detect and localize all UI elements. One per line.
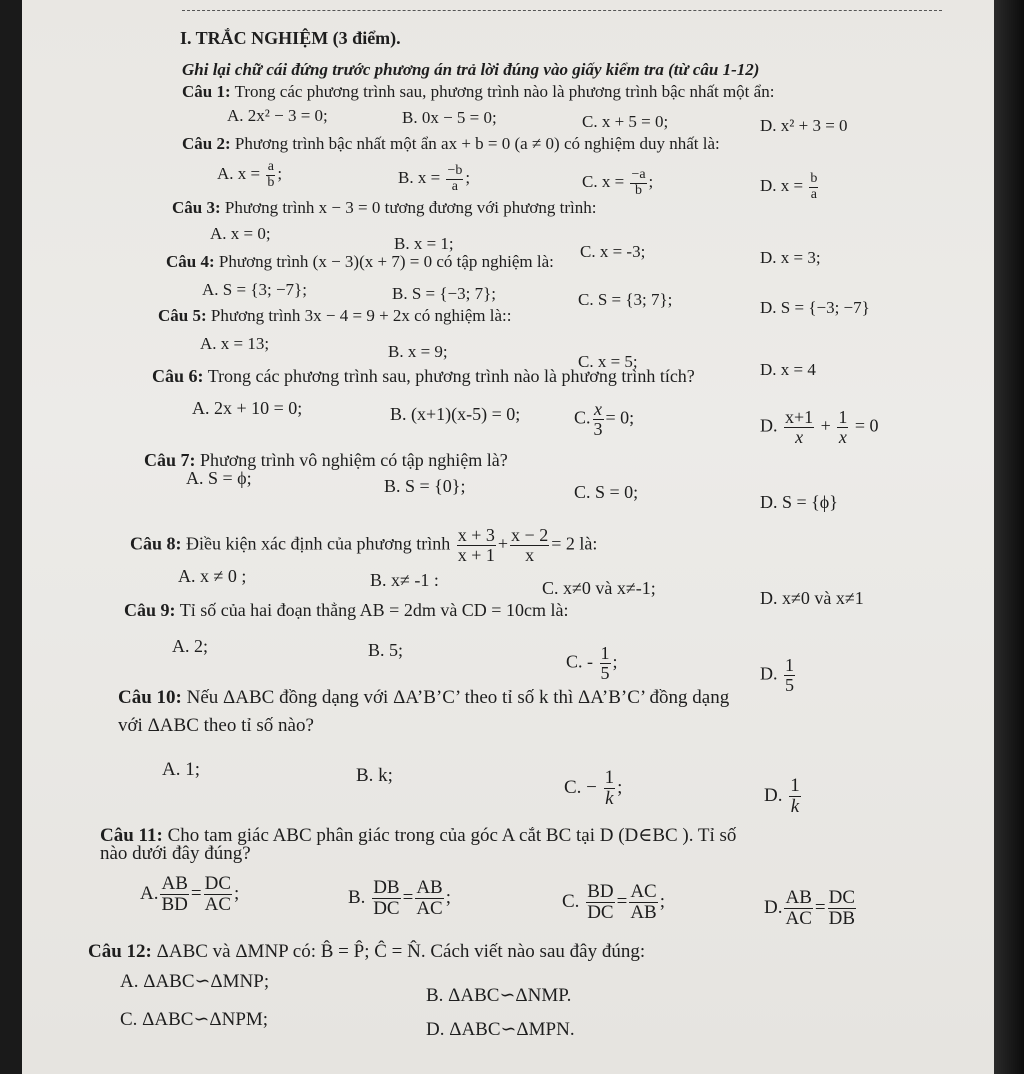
q10-option-c: C. − $\frac{1}{k}$ ; bbox=[564, 767, 623, 809]
question-label: Câu 10: bbox=[118, 687, 182, 708]
q5-option-b: B. x = 9; bbox=[388, 342, 448, 361]
question-9: Câu 9: Tỉ số của hai đoạn thẳng AB = 2dm và CD = 10cm là: bbox=[124, 600, 569, 620]
q1-option-b: B. 0x − 5 = 0; bbox=[402, 108, 497, 127]
q12-option-d: D. ΔABC∽ΔMPN. bbox=[426, 1019, 575, 1040]
question-label: Câu 3: bbox=[172, 198, 221, 217]
question-7: Câu 7: Phương trình vô nghiệm có tập nghiệm là? bbox=[144, 450, 508, 470]
q7-option-d: D. S = {ϕ} bbox=[760, 492, 838, 512]
q4-option-d: D. S = {−3; −7} bbox=[760, 298, 870, 317]
question-8: Câu 8: Điều kiện xác định của phương trình $\frac{x + 3}{x + 1}$ + $\frac{x - 2}{x}$ = 2 là: bbox=[130, 525, 598, 565]
q6-option-a: A. 2x + 10 = 0; bbox=[192, 398, 303, 418]
question-3: Câu 3: Phương trình x − 3 = 0 tương đương với phương trình: bbox=[172, 198, 597, 217]
question-6: Câu 6: Trong các phương trình sau, phương trình nào là phương trình tích? bbox=[152, 366, 695, 386]
q7-option-a: A. S = ϕ; bbox=[186, 468, 252, 488]
q8-option-c: C. x≠0 và x≠-1; bbox=[542, 578, 656, 598]
q1-option-a: A. 2x² − 3 = 0; bbox=[227, 106, 328, 125]
question-label: Câu 5: bbox=[158, 306, 207, 325]
q9-option-c: C. - $\frac{1}{5}$ ; bbox=[566, 643, 618, 683]
q8-option-d: D. x≠0 và x≠1 bbox=[760, 588, 864, 608]
q2-option-d: D. x = $\frac{b}{a}$ bbox=[760, 171, 818, 202]
instruction-text: Ghi lại chữ cái đứng trước phương án trả lời đúng vào giấy kiểm tra (từ câu 1-12) bbox=[182, 60, 760, 79]
question-10-line2: với ΔABC theo tỉ số nào? bbox=[118, 715, 314, 736]
q4-option-b: B. S = {−3; 7}; bbox=[392, 284, 496, 303]
q6-option-b: B. (x+1)(x-5) = 0; bbox=[390, 404, 521, 424]
q11-option-c: C. $\frac{BD}{DC}$ = $\frac{AC}{AB}$ ; bbox=[562, 881, 665, 923]
q3-option-d: D. x = 3; bbox=[760, 248, 821, 267]
question-2: Câu 2: Phương trình bậc nhất một ẩn ax + b = 0 (a ≠ 0) có nghiệm duy nhất là: bbox=[182, 134, 720, 153]
q9-option-b: B. 5; bbox=[368, 640, 404, 660]
q10-option-b: B. k; bbox=[356, 765, 393, 786]
q2-option-b: B. x = $\frac{-b}{a}$ ; bbox=[398, 163, 471, 194]
q6-option-d: D. $\frac{x+1}{x}$ + $\frac{1}{x}$ = 0 bbox=[760, 407, 879, 447]
q8-option-b: B. x≠ -1 : bbox=[370, 570, 439, 590]
question-11-line2: nào dưới đây đúng? bbox=[100, 843, 251, 864]
question-label: Câu 8: bbox=[130, 533, 182, 554]
q8-option-a: A. x ≠ 0 ; bbox=[178, 566, 247, 586]
q9-option-a: A. 2; bbox=[172, 636, 208, 656]
q2-option-a: A. x = $\frac{a}{b}$ ; bbox=[217, 159, 283, 190]
q2-option-c: C. x = $\frac{-a}{b}$ ; bbox=[582, 167, 654, 198]
question-label: Câu 12: bbox=[88, 941, 152, 962]
q7-option-b: B. S = {0}; bbox=[384, 476, 466, 496]
q1-option-d: D. x² + 3 = 0 bbox=[760, 116, 848, 135]
q5-option-d: D. x = 4 bbox=[760, 360, 816, 379]
question-label: Câu 1: bbox=[182, 82, 231, 101]
q3-option-b: B. x = 1; bbox=[394, 234, 454, 253]
question-11: Câu 11: Cho tam giác ABC phân giác trong của góc A cắt BC tại D (D∈BC ). Tỉ số bbox=[100, 825, 737, 846]
q10-option-d: D. $\frac{1}{k}$ bbox=[764, 775, 800, 817]
question-10: Câu 10: Nếu ΔABC đồng dạng với ΔA’B’C’ theo tỉ số k thì ΔA’B’C’ đồng dạng bbox=[118, 687, 730, 708]
photo-dark-edge bbox=[994, 0, 1024, 1074]
question-label: Câu 11: bbox=[100, 825, 163, 846]
question-label: Câu 7: bbox=[144, 450, 196, 470]
top-dashed-divider bbox=[182, 10, 942, 11]
q7-option-c: C. S = 0; bbox=[574, 482, 639, 502]
q5-option-c: C. x = 5; bbox=[578, 352, 638, 371]
question-label: Câu 2: bbox=[182, 134, 231, 153]
q5-option-a: A. x = 13; bbox=[200, 334, 270, 353]
question-4: Câu 4: Phương trình (x − 3)(x + 7) = 0 có tập nghiệm là: bbox=[166, 252, 554, 271]
q12-option-a: A. ΔABC∽ΔMNP; bbox=[120, 971, 270, 992]
q12-option-b: B. ΔABC∽ΔNMP. bbox=[426, 985, 572, 1006]
question-label: Câu 9: bbox=[124, 600, 176, 620]
q1-option-c: C. x + 5 = 0; bbox=[582, 112, 669, 131]
question-label: Câu 6: bbox=[152, 366, 204, 386]
q10-option-a: A. 1; bbox=[162, 759, 200, 780]
q6-option-c: C. $\frac{x}{3}$ = 0; bbox=[574, 399, 635, 439]
question-label: Câu 4: bbox=[166, 252, 215, 271]
q4-option-c: C. S = {3; 7}; bbox=[578, 290, 673, 309]
q3-option-c: C. x = -3; bbox=[580, 242, 646, 261]
q4-option-a: A. S = {3; −7}; bbox=[202, 280, 307, 299]
q3-option-a: A. x = 0; bbox=[210, 224, 271, 243]
question-12: Câu 12: ΔABC và ΔMNP có: B̂ = P̂; Ĉ = N̂. Cách viết nào sau đây đúng: bbox=[88, 941, 646, 962]
exam-paper bbox=[22, 0, 994, 1074]
q11-option-b: B. $\frac{DB}{DC}$ = $\frac{AB}{AC}$ ; bbox=[348, 877, 451, 919]
q9-option-d: D. $\frac{1}{5}$ bbox=[760, 655, 794, 695]
question-1: Câu 1: Trong các phương trình sau, phương trình nào là phương trình bậc nhất một ẩn: bbox=[182, 82, 775, 101]
q11-option-a: A. $\frac{AB}{BD}$ = $\frac{DC}{AC}$ ; bbox=[140, 873, 240, 915]
q11-option-d: D. $\frac{AB}{AC}$ = $\frac{DC}{DB}$ bbox=[764, 887, 856, 929]
q12-option-c: C. ΔABC∽ΔNPM; bbox=[120, 1009, 269, 1030]
question-5: Câu 5: Phương trình 3x − 4 = 9 + 2x có nghiệm là:: bbox=[158, 306, 512, 325]
section-title: I. TRẮC NGHIỆM (3 điểm). bbox=[180, 28, 401, 48]
